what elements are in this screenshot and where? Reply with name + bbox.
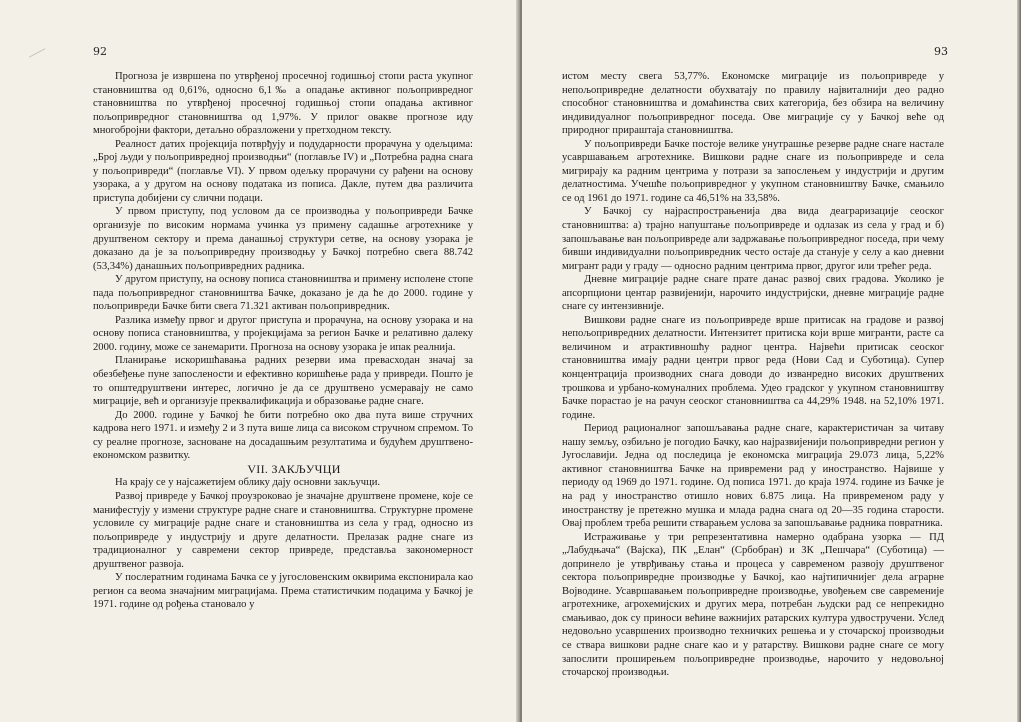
paragraph: У послератним годинама Бачка се у југословенским оквирима експонирала као регион са веома значајним миграцијама. Према статистичким подацима у Бачкој је 1971. године од рођења становало у bbox=[93, 572, 473, 611]
section-heading: VII. ЗАКЉУЧЦИ bbox=[247, 461, 341, 476]
right-page bbox=[522, 0, 1021, 722]
page-edge bbox=[1017, 0, 1021, 722]
paragraph: Разлика између првог и другог приступа и прорачуна, на основу узорака и на основу пописа становништва, у пројекцијама за регион Бачке и релативно далеку 2000. годину, може се занемарити. Прогноза на основу узорака је ипак реалнија. bbox=[93, 314, 473, 353]
text-column bbox=[93, 70, 473, 612]
paragraph: На крају се у најсажетијем облику дају основни закључци. bbox=[115, 477, 381, 489]
paragraph: Прогноза је извршена по утврђеној просечној годишњој стопи раста укупног становништва од 0,61%, односно 6,1‰ а опадање активног пољопривредног становништва по утврђеној просечној годишњој стопи опадања активног пољопривредног становништва од 1,97%. У прилог овакве прогнозе иду многобројни фактори, детаљно образложени у претходном тексту. bbox=[93, 71, 473, 137]
paragraph: У првом приступу, под условом да се производња у пољопривреди Бачке организује по високим нормама учинка уз примену садашње агротехнике у друштвеном сектору и према данашњој структури сетве, на основу узорака је доказано да је за пољопривредну производњу у Бачкој потребно свега 88.742 (53,34%) данашњих пољопривредних радника. bbox=[93, 206, 473, 272]
pencil-mark bbox=[29, 48, 49, 64]
paragraph: Истраживање у три репрезентативна намерно одабрана узорка — ПД „Лабудњача“ (Вајска), ПК „Елан“ (Србобран) и ЗК „Пешчара“ (Суботица) — допринело је утврђивању стања и процеса у савременом развоју друштвеног сектора пољопривредне производње у Бачкој, као најтипичнијег дела аграрне Војводине. Усавршавањем пољопривредне производње, увођењем све савременије агротехнике, агрохемијских и других мера, потребан људски рад се непрекидно смањивао, док су приноси већине важнијих ратарских култура удвостручени. Услед недовољно усавршених производно техничких решења и у сточарској производњи се ствара вишкови радне снаге као и у ратарству. Вишкови радне снаге се могу запослити проширењем пољопривредне производње, нарочито у недовољној сточарској производњи. bbox=[562, 531, 944, 679]
paragraph: Развој привреде у Бачкој проузроковао је значајне друштвене промене, које се манифестују у измени структуре радне снаге и становништва. Структурне промене условиле су миграције радне снаге и становништва из села у град, односно из пољопривреде у индустрију и друге делатности. Прелазак радне снаге из традиционалног у савремени сектор привреде, представља закономерност друштвеног развоја. bbox=[93, 490, 473, 570]
paragraph: Реалност датих пројекција потврђују и подударности прорачуна у одељцима: „Број људи у пољопривредној производњи“ (поглавље IV) и „Потребна радна снага у пољопривреди“ (поглавље VI). У првом одељку прорачуни су рађени на основу узорака, а у другом на основу података из пописа. Дакле, путем два различита приступа добијени су слични подаци. bbox=[93, 138, 473, 204]
paragraph: У Бачкој су најраспрострањенија два вида деаграризације сеоског становништва: а) трајно напуштање пољопривреде и одлазак из села у град и б) запошљавање ван пољопривреде али задржавање пољопривредног поседа, при чему бивши индивидуални пољопривредник често остаје да станује у селу а као дневни мигрант ради у граду — односно радним центрима првог, другог или трећег реда. bbox=[562, 206, 944, 272]
paragraph: Вишкови радне снаге из пољопривреде врше притисак на градове и развој непољопривредних делатности. Интензитет притиска који врше мигранти, расте са величином и атрактивношћу радног центра. Највећи притисак сеоског становништва имају радни центри првог реда (Нови Сад и Суботица). Супер концентрација производних снага доводи до изванредно високих друштвених трошкова и урбано-комуналних проблема. Удео градског у укупном становништву Бачке порастао је на рачун сеоског становништва са 44,29% 1948. на 52,10% 1971. године. bbox=[562, 314, 944, 421]
paragraph: истом месту свега 53,77%. Економске миграције из пољопривреде у непољопривредне делатности обухватају по правилу највиталнији део радно способног становништва и домаћинства свих категорија, без обзира на величину индивидуалног пољопривредног поседа. Ове миграције су у Бачкој веће од природног прираштаја становништва. bbox=[562, 71, 944, 137]
paragraph: До 2000. године у Бачкој ће бити потребно око два пута више стручних кадрова него 1971. и између 2 и 3 пута више лица са високом стручном спремом. То су реалне прогнозе, засноване на досадашњим резултатима и будућем друштвено-економском развитку. bbox=[93, 409, 473, 462]
page-number: 93 bbox=[934, 45, 948, 58]
paragraph: Период рационалног запошљавања радне снаге, карактеристичан за читаву нашу земљу, озбиљно је погодио Бачку, као најразвијенији пољопривредни регион у Југославији. Једна од последица је економска миграција 29.073 лица, 5,22% активног становништва Бачке на привремени рад у иностранство. Највише у периоду од 1969 до 1971. године. Од пописа 1971. до краја 1974. године из Бачке је на рад у иностранство отишло нових 6.875 лица. На привременом раду у иностранству је претежно мушка и млада радна снага од 20—35 година старости. Овај проблем треба решити стварањем услова за запошљавање радника повратника. bbox=[562, 423, 944, 530]
paragraph: Планирање искоришћавања радних резерви има превасходан значај за обезбеђење пуне запослености и ефективно коришћење рада у привреди. Пошто је то општедруштвени интерес, логично је да се друштвено усмеравају не само миграције, већ и организује преквалификација и образовање радне снаге. bbox=[93, 355, 473, 408]
text-column bbox=[562, 70, 944, 680]
page-number: 92 bbox=[93, 45, 107, 58]
paragraph: Дневне миграције радне снаге прате данас развој свих градова. Уколико је апсорпциони центар развијенији, нарочито индустријски, дневне миграције радне снаге су интензивније. bbox=[562, 274, 944, 313]
paragraph: У другом приступу, на основу пописа становништва и примену исполене стопе пада пољопривредног становништва Бачке, доказано је да ће до 2000. године у пољопривреди Бачке бити свега 71.321 активан пољопривредник. bbox=[93, 274, 473, 313]
paragraph: У пољопривреди Бачке постоје велике унутрашње резерве радне снаге настале усавршавањем агротехнике. Вишкови радне снаге из пољопривреде и села мигрирају ка радним центрима у потрази за запослењем у индустрији и другим делатностима. Учешће пољопривредног у укупном становништву Бачке, смањило се од 1961 до 1971. године са 46,51% на 33,58%. bbox=[562, 138, 944, 204]
